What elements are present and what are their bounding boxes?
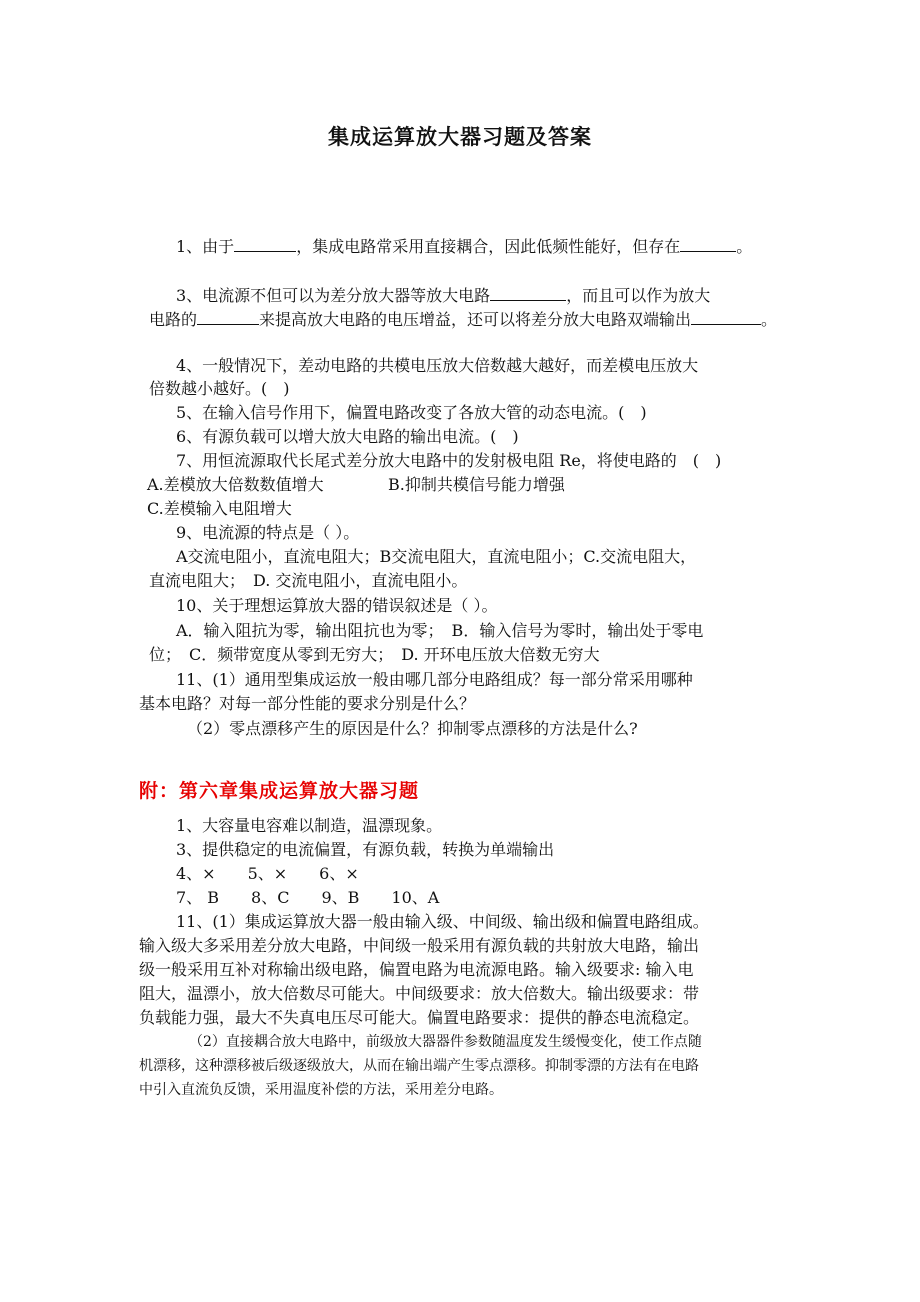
answer-blank xyxy=(197,307,259,325)
question-9: 9、电流源的特点是（ ）。 xyxy=(176,523,360,542)
question-6: 6、有源负载可以增大放大电路的输出电流。( ) xyxy=(176,427,519,446)
question-4-line-2: 倍数越小越好。( ) xyxy=(149,379,290,398)
question-11-line-3: （2）零点漂移产生的原因是什么？抑制零点漂移的方法是什么? xyxy=(187,719,638,738)
question-1-text-c: 。 xyxy=(736,237,753,256)
question-11-line-1: 11、(1）通用型集成运放一般由哪几部分电路组成？每一部分常采用哪种 xyxy=(176,670,693,689)
question-3-text-c: 电路的 xyxy=(149,310,198,329)
answer-11-2-line-3: 中引入直流负反馈，采用温度补偿的方法，采用差分电路。 xyxy=(139,1082,503,1098)
question-4-line-1: 4、一般情况下，差动电路的共模电压放大倍数越大越好，而差模电压放大 xyxy=(176,356,699,375)
question-10-options-line-2: 位； C．频带宽度从零到无穷大； D. 开环电压放大倍数无穷大 xyxy=(149,645,600,664)
question-5: 5、在输入信号作用下，偏置电路改变了各放大管的动态电流。( ) xyxy=(176,403,647,422)
question-7-option-a: A.差模放大倍数数值增大 xyxy=(147,475,324,494)
answer-blank xyxy=(234,234,296,252)
question-3-text-b: ，而且可以作为放大 xyxy=(566,286,711,305)
question-10-options-line-1: A．输入阻抗为零，输出阻抗也为零； B．输入信号为零时，输出处于零电 xyxy=(176,621,704,640)
answer-4-6: 4、× 5、× 6、× xyxy=(176,864,359,883)
answer-11-line-5: 负载能力强，最大不失真电压尽可能大。偏置电路要求：提供的静态电流稳定。 xyxy=(139,1008,700,1027)
question-10: 10、关于理想运算放大器的错误叙述是（ ）。 xyxy=(176,596,498,615)
answer-11-line-3: 级一般采用互补对称输出级电路，偏置电路为电流源电路。输入级要求: 输入电 xyxy=(139,960,694,979)
question-9-options-line-1: A交流电阻小，直流电阻大；B交流电阻大，直流电阻小；C.交流电阻大， xyxy=(176,547,697,566)
page-title: 集成运算放大器习题及答案 xyxy=(328,124,592,149)
question-1-text-a: 1、由于 xyxy=(176,237,235,256)
question-3-text-e: 。 xyxy=(761,310,778,329)
answer-11-line-4: 阻大，温漂小，放大倍数尽可能大。中间级要求：放大倍数大。输出级要求：带 xyxy=(139,984,700,1003)
answer-blank xyxy=(691,307,761,325)
question-3-text-a: 3、电流源不但可以为差分放大器等放大电路 xyxy=(176,286,491,305)
answer-blank xyxy=(490,283,566,301)
answer-1: 1、大容量电容难以制造，温漂现象。 xyxy=(176,816,443,835)
question-1-text-b: ，集成电路常采用直接耦合，因此低频性能好，但存在 xyxy=(296,237,681,256)
question-3-line-1 xyxy=(176,283,710,307)
question-9-options-line-2: 直流电阻大； D. 交流电阻小，直流电阻小。 xyxy=(149,571,468,590)
answer-11-line-1: 11、(1）集成运算放大器一般由输入级、中间级、输出级和偏置电路组成。 xyxy=(176,912,709,931)
answer-3: 3、提供稳定的电流偏置，有源负载，转换为单端输出 xyxy=(176,840,555,859)
answers-heading: 附：第六章集成运算放大器习题 xyxy=(139,780,420,802)
answer-11-2-line-1: （2）直接耦合放大电路中，前级放大器器件参数随温度发生缓慢变化，使工作点随 xyxy=(189,1034,702,1050)
question-1 xyxy=(176,234,752,258)
answer-11-2-line-2: 机漂移，这种漂移被后级逐级放大，从而在输出端产生零点漂移。抑制零漂的方法有在电路 xyxy=(139,1058,699,1074)
question-7: 7、用恒流源取代长尾式差分放大电路中的发射极电阻 Re，将使电路的 ( ) xyxy=(176,451,722,470)
question-7-option-c: C.差模输入电阻增大 xyxy=(147,499,292,518)
answer-7-10: 7、 B 8、C 9、B 10、A xyxy=(176,888,440,907)
question-3-text-d: 来提高放大电路的电压增益，还可以将差分放大电路双端输出 xyxy=(259,310,692,329)
question-11-line-2: 基本电路？对每一部分性能的要求分别是什么？ xyxy=(139,694,476,713)
question-7-option-b: B.抑制共模信号能力增强 xyxy=(388,475,565,494)
question-3-line-2 xyxy=(149,307,777,331)
answer-blank xyxy=(680,234,736,252)
answer-11-line-2: 输入级大多采用差分放大电路，中间级一般采用有源负载的共射放大电路，输出 xyxy=(139,936,700,955)
